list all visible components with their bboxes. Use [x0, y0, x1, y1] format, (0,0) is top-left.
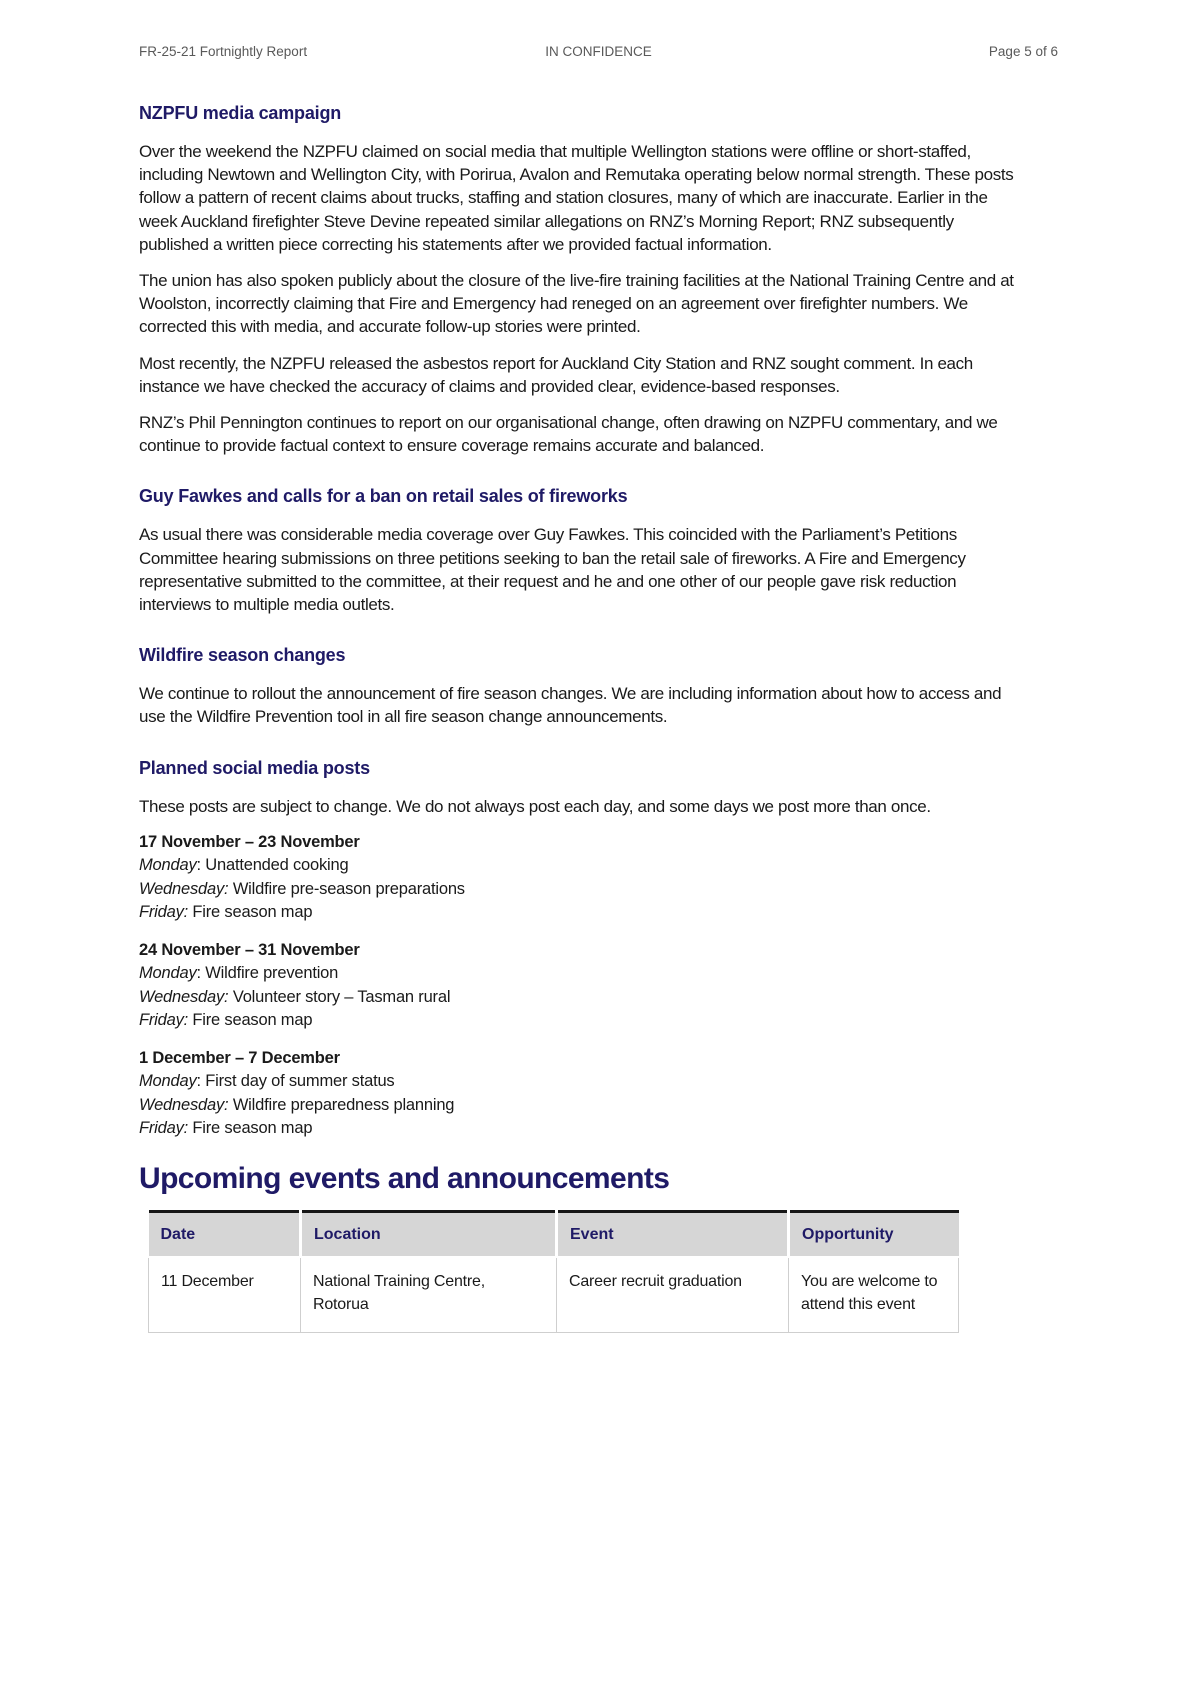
schedule-day-label: Monday [139, 964, 197, 983]
schedule-week-title: 17 November – 23 November [139, 832, 360, 851]
section-heading-guy-fawkes: Guy Fawkes and calls for a ban on retail sales of fireworks [139, 486, 628, 507]
schedule-separator: : [196, 1072, 206, 1091]
schedule-day-label: Monday [139, 1072, 197, 1091]
paragraph: As usual there was considerable media coverage over Guy Fawkes. This coincided with the Parliament’s Petitions Committee hearing submissions on three petitions seeking to ban the retail sale of fireworks. A Fire and Emergency representative submitted to the committee, at their request and he and one other of our people gave risk reduction interviews to multiple media outlets. [139, 525, 966, 615]
schedule-post-text: Wildfire prevention [205, 964, 339, 983]
table-row [149, 1257, 959, 1333]
schedule-line [139, 962, 1020, 986]
section-heading-social-posts: Planned social media posts [139, 757, 370, 778]
section-heading-nzpfu: NZPFU media campaign [139, 103, 342, 123]
table-header-row [149, 1211, 959, 1257]
page-header [139, 44, 1058, 59]
paragraph: Most recently, the NZPFU released the asbestos report for Auckland City Station and RNZ sought comment. In each instance we have checked the accuracy of claims and provided clear, evidence-based responses. [139, 353, 973, 396]
schedule-day-label: Friday: [139, 1119, 189, 1138]
schedule-day-label: Wednesday: [139, 879, 229, 898]
schedule-separator: : [196, 856, 206, 875]
paragraph: RNZ’s Phil Pennington continues to report on our organisational change, often drawing on NZPFU commentary, and we continue to provide factual context to ensure coverage remains accurate and balanced. [139, 413, 998, 456]
schedule-day-label: Wednesday: [139, 987, 229, 1006]
header-page-number: Page 5 of 6 [988, 44, 1058, 59]
page-body [139, 101, 1020, 1333]
schedule-day-label: Wednesday: [139, 1095, 229, 1114]
schedule-line [139, 1117, 1020, 1141]
column-header-location: Location [301, 1211, 557, 1257]
schedule-post-text: Fire season map [192, 903, 313, 922]
cell-date: 11 December [149, 1257, 301, 1333]
cell-location: National Training Centre, Rotorua [301, 1257, 557, 1333]
paragraph: The union has also spoken publicly about the closure of the live-fire training facilities at the National Training Centre and at Woolston, incorrectly claiming that Fire and Emergency had reneged on an agreement over firefighter numbers. We corrected this with media, and accurate follow-up stories were printed. [139, 271, 1014, 337]
events-table-header [149, 1211, 959, 1257]
column-header-event: Event [557, 1211, 789, 1257]
schedule-post-text: Fire season map [192, 1011, 313, 1030]
schedule-line [139, 854, 1020, 878]
section-heading-wildfire-season: Wildfire season changes [139, 645, 346, 666]
paragraph: Over the weekend the NZPFU claimed on social media that multiple Wellington stations were offline or short-staffed, including Newtown and Wellington City, with Porirua, Avalon and Remutaka operating below normal strength. These posts follow a pattern of recent claims about trucks, staffing and station closures, many of which are inaccurate. Earlier in the week Auckland firefighter Steve Devine repeated similar allegations on RNZ’s Morning Report; RNZ subsequently published a written piece correcting his statements after we provided factual information. [139, 142, 1014, 254]
schedule-line [139, 1009, 1020, 1033]
column-header-opportunity: Opportunity [789, 1211, 959, 1257]
schedule-post-text: Wildfire preparedness planning [232, 1095, 455, 1114]
schedule-day-label: Friday: [139, 1011, 189, 1030]
paragraph: We continue to rollout the announcement of fire season changes. We are including information about how to access and use the Wildfire Prevention tool in all fire season change announcements. [139, 684, 1002, 727]
schedule-week-title: 24 November – 31 November [139, 940, 360, 959]
header-doc-id: FR-25-21 Fortnightly Report [139, 44, 308, 59]
schedule-line [139, 986, 1020, 1010]
schedule-post-text: Unattended cooking [205, 856, 349, 875]
schedule-block [139, 1047, 1020, 1141]
schedule-week-title: 1 December – 7 December [139, 1048, 340, 1067]
schedule-day-label: Friday: [139, 903, 189, 922]
cell-opportunity: You are welcome to attend this event [789, 1257, 959, 1333]
schedule-block [139, 939, 1020, 1033]
events-table [148, 1210, 959, 1333]
paragraph: These posts are subject to change. We do not always post each day, and some days we post more than once. [139, 796, 931, 816]
schedule-post-text: First day of summer status [205, 1072, 395, 1091]
cell-event: Career recruit graduation [557, 1257, 789, 1333]
column-header-date: Date [149, 1211, 301, 1257]
header-classification: IN CONFIDENCE [545, 44, 652, 59]
schedule-post-text: Wildfire pre-season preparations [232, 879, 465, 898]
schedule-line [139, 878, 1020, 902]
schedule-day-label: Monday [139, 856, 197, 875]
schedule-separator: : [196, 964, 206, 983]
schedule-line [139, 1070, 1020, 1094]
schedule-line [139, 1094, 1020, 1118]
schedule-post-text: Volunteer story – Tasman rural [232, 987, 451, 1006]
schedule-post-text: Fire season map [192, 1119, 313, 1138]
page-title-upcoming-events: Upcoming events and announcements [139, 1161, 670, 1195]
schedule-line [139, 901, 1020, 925]
schedule-block [139, 831, 1020, 925]
